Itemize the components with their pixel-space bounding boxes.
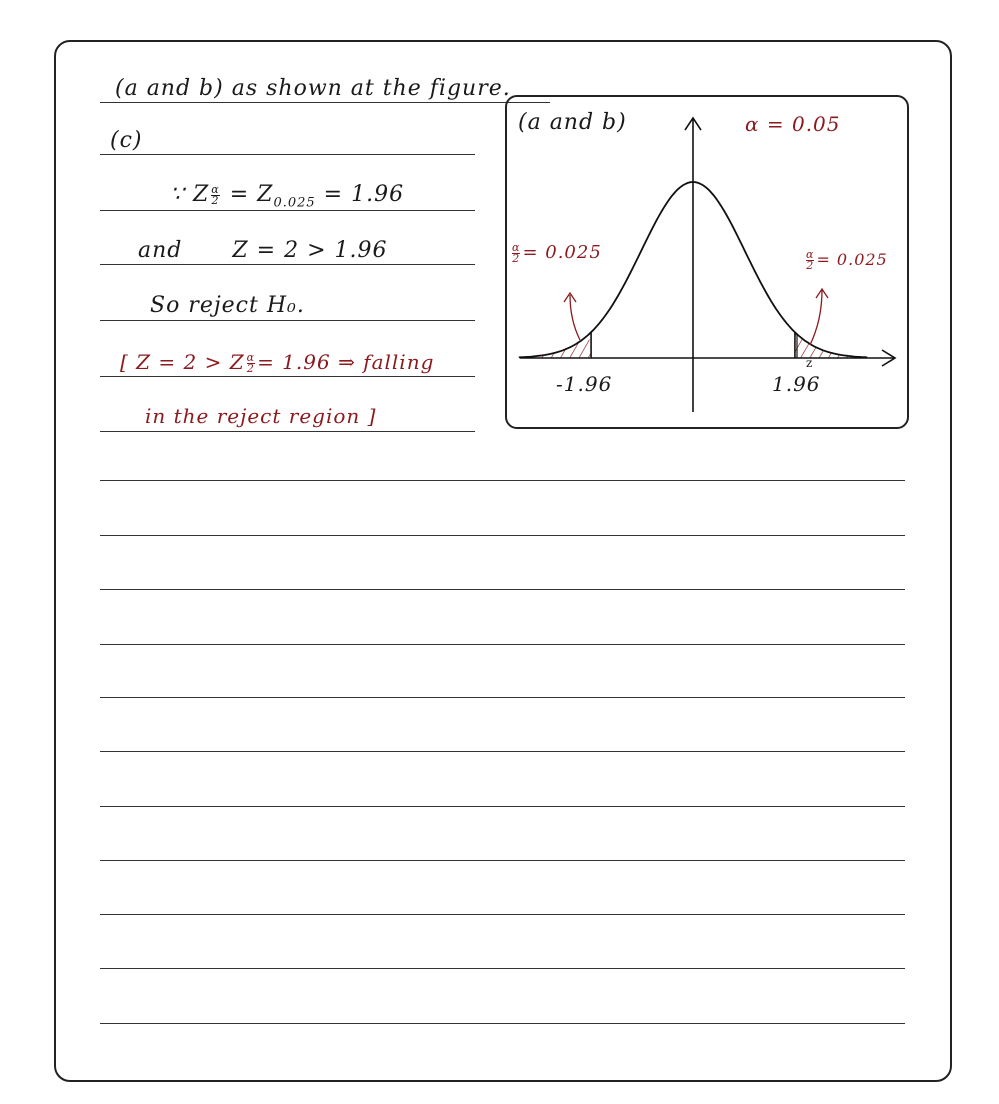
left-critical-label: -1.96 bbox=[556, 372, 613, 396]
left-tail-arrow-icon bbox=[564, 293, 580, 340]
alpha-label: α = 0.05 bbox=[745, 112, 841, 136]
left-tail-label: $\frac{\alpha}{2}$ = 0.025 bbox=[512, 240, 602, 265]
right-tail-label: $\frac{\alpha}{2}$ = 0.025 bbox=[806, 248, 888, 272]
right-rejection-region bbox=[795, 332, 867, 358]
line-test-statistic: and Z = 2 > 1.96 bbox=[138, 238, 388, 263]
line-critical-value: ∵ Z $\frac{\alpha}{2}$ = $Z_{0.025} = 1.96$ bbox=[170, 182, 405, 211]
left-rejection-region bbox=[519, 334, 591, 358]
right-critical-label: 1.96 bbox=[772, 372, 821, 396]
line-conclusion: So reject H₀. bbox=[150, 293, 305, 318]
line-note-2: in the reject region ] bbox=[145, 404, 377, 428]
z-mark-label: z bbox=[806, 356, 814, 370]
line-a-and-b: (a and b) as shown at the figure. bbox=[115, 76, 511, 101]
line-note-1: [ Z = 2 > Z $\frac{\alpha}{2}$ = 1.96 ⇒ falling bbox=[120, 350, 435, 375]
figure-title: (a and b) bbox=[518, 110, 627, 135]
right-tail-arrow-icon bbox=[810, 289, 828, 345]
line-c: (c) bbox=[110, 128, 143, 153]
